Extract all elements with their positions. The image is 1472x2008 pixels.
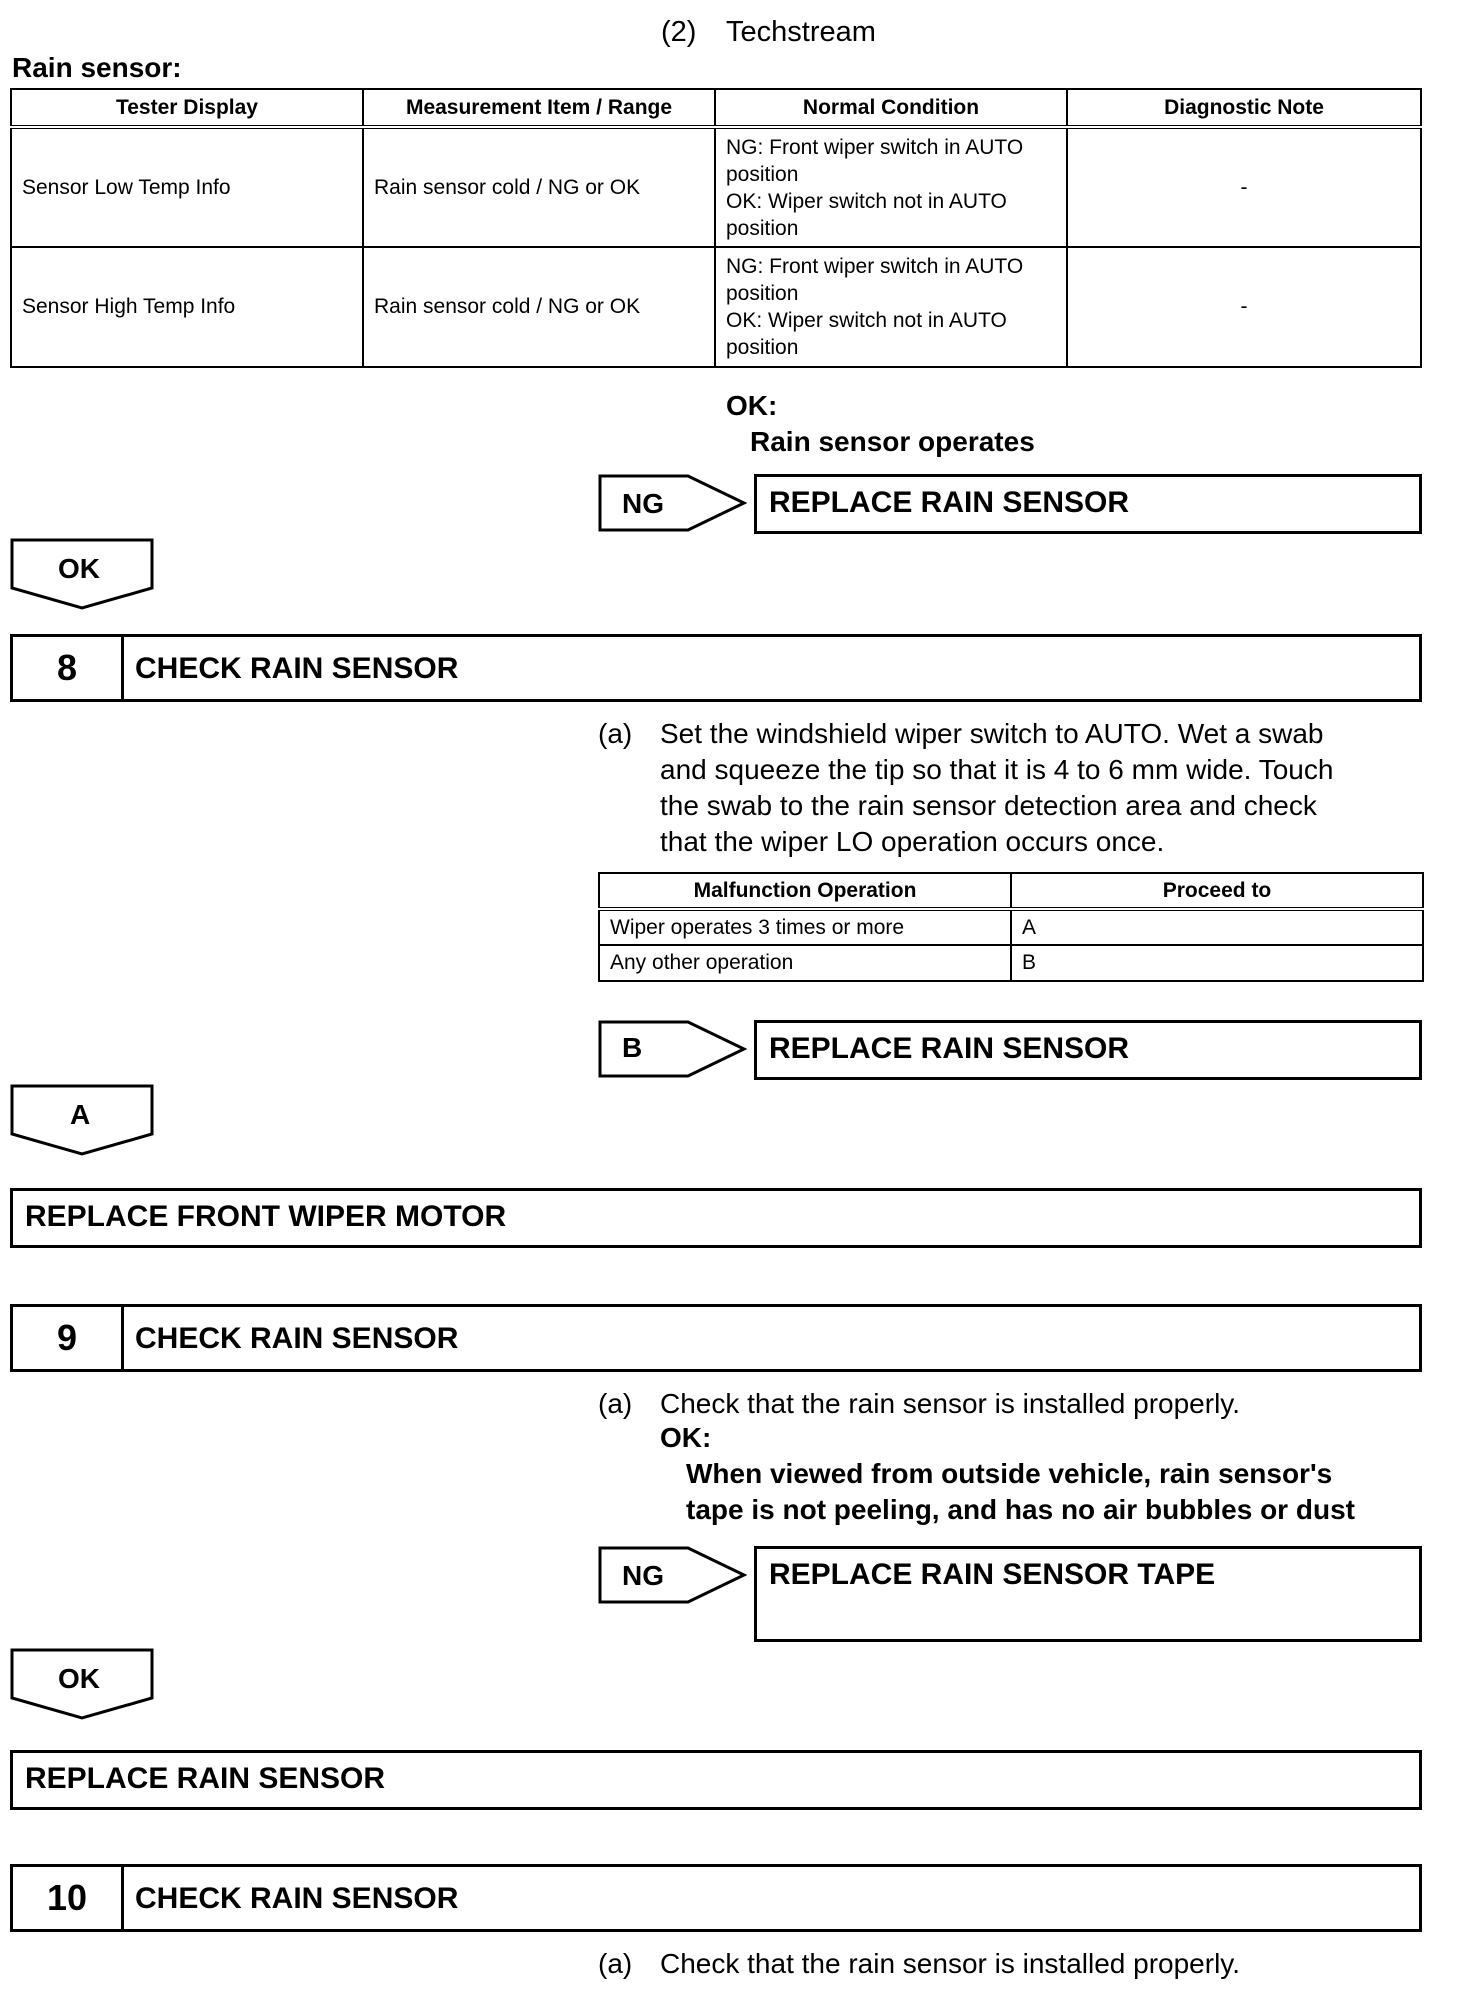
step-title: CHECK RAIN SENSOR (135, 1322, 459, 1355)
col-header-tester-display: Tester Display (11, 89, 363, 127)
normal-condition-line: position (726, 162, 799, 186)
ng-arrow-label: NG (622, 1560, 664, 1591)
item-range-cell: Rain sensor cold / NG or OK (363, 127, 715, 247)
b-arrow (598, 1020, 748, 1078)
ok-criteria: Rain sensor operates (750, 426, 1035, 457)
replace-rain-sensor-box (754, 1020, 1422, 1080)
instruction-text: Check that the rain sensor is installed properly. (660, 1388, 1240, 1419)
instruction-label: (a) (598, 718, 633, 749)
table-row (599, 909, 1423, 945)
instruction-line: and squeeze the tip so that it is 4 to 6 mm wide. Touch (660, 754, 1334, 785)
rain-sensor-label: Rain sensor: (12, 52, 182, 83)
ng-arrow-label: NG (622, 488, 664, 519)
ok-down-arrow-label: OK (58, 1663, 100, 1694)
proceed-cell: A (1011, 909, 1423, 945)
step-number-divider (121, 637, 124, 699)
instruction-line: that the wiper LO operation occurs once. (660, 826, 1165, 857)
col-header-malfunction: Malfunction Operation (599, 873, 1011, 909)
replace-rain-sensor-tape-box (754, 1546, 1422, 1642)
a-down-arrow (10, 1084, 156, 1156)
instruction-label: (a) (598, 1948, 633, 1979)
ok-criteria-line: tape is not peeling, and has no air bubbles or dust (686, 1494, 1355, 1525)
instruction-line: Set the windshield wiper switch to AUTO. Wet a swab (660, 718, 1324, 749)
ok-label: OK: (660, 1422, 712, 1453)
col-header-normal-condition: Normal Condition (715, 89, 1067, 127)
step-number-divider (121, 1867, 124, 1929)
normal-condition-line: NG: Front wiper switch in AUTO (726, 255, 1024, 278)
instruction-line: the swab to the rain sensor detection area and check (660, 790, 1317, 821)
table-row (599, 945, 1423, 981)
normal-condition-line: NG: Front wiper switch in AUTO (726, 135, 1024, 159)
techstream-table (10, 88, 1422, 368)
step-8-instruction (598, 716, 1428, 866)
col-header-proceed: Proceed to (1011, 873, 1423, 909)
ng-arrow (598, 474, 748, 532)
b-arrow-label: B (622, 1032, 643, 1063)
action-text: REPLACE RAIN SENSOR (769, 486, 1130, 519)
col-header-diagnostic-note: Diagnostic Note (1067, 89, 1421, 127)
replace-front-wiper-motor-box (10, 1188, 1422, 1248)
section-number: (2) (661, 16, 697, 48)
normal-condition-line: OK: Wiper switch not in AUTO (726, 309, 1007, 332)
col-header-measurement: Measurement Item / Range (363, 89, 715, 127)
action-text: REPLACE FRONT WIPER MOTOR (25, 1200, 507, 1233)
ok-down-arrow (10, 1648, 156, 1720)
step-number-divider (121, 1307, 124, 1369)
action-text: REPLACE RAIN SENSOR (769, 1032, 1130, 1065)
ng-arrow (598, 1546, 748, 1604)
action-text: REPLACE RAIN SENSOR (25, 1762, 386, 1795)
step-10-instruction (598, 1946, 1428, 1986)
action-text: REPLACE RAIN SENSOR TAPE (769, 1558, 1216, 1591)
ok-down-arrow (10, 538, 156, 610)
step-title: CHECK RAIN SENSOR (135, 1882, 459, 1915)
item-range-cell: Rain sensor cold / NG or OK (363, 247, 715, 367)
instruction-text: Check that the rain sensor is installed properly. (660, 1948, 1240, 1979)
operation-cell: Any other operation (599, 945, 1011, 981)
step-number: 10 (46, 1877, 88, 1918)
replace-rain-sensor-box (754, 474, 1422, 534)
ok-criteria-line: When viewed from outside vehicle, rain sensor's (686, 1458, 1333, 1489)
a-down-arrow-label: A (70, 1099, 91, 1130)
normal-condition-line: position (726, 216, 799, 240)
step-number: 9 (56, 1317, 78, 1358)
step-number: 8 (56, 647, 78, 688)
proceed-cell: B (1011, 945, 1423, 981)
normal-condition-cell (715, 127, 1067, 247)
normal-condition-cell (715, 247, 1067, 367)
replace-rain-sensor-final-box (10, 1750, 1422, 1810)
operation-cell: Wiper operates 3 times or more (599, 909, 1011, 945)
instruction-label: (a) (598, 1388, 633, 1419)
malfunction-table (598, 872, 1424, 982)
step-9-header (10, 1304, 1422, 1372)
diagnostic-note-cell: - (1067, 247, 1421, 367)
ok-down-arrow-label: OK (58, 553, 100, 584)
diagnostic-note-cell: - (1067, 127, 1421, 247)
step-title: CHECK RAIN SENSOR (135, 652, 459, 685)
table-row (11, 247, 1421, 367)
normal-condition-line: OK: Wiper switch not in AUTO (726, 189, 1007, 213)
normal-condition-line: position (726, 282, 799, 305)
step-10-header (10, 1864, 1422, 1932)
tester-display-cell: Sensor High Temp Info (11, 247, 363, 367)
tester-display-cell: Sensor Low Temp Info (11, 127, 363, 247)
table-row (11, 127, 1421, 247)
step-8-header (10, 634, 1422, 702)
ok-label: OK: (726, 390, 778, 421)
normal-condition-line: position (726, 336, 799, 359)
section-title: Techstream (726, 16, 876, 48)
step-9-instruction (598, 1386, 1428, 1426)
